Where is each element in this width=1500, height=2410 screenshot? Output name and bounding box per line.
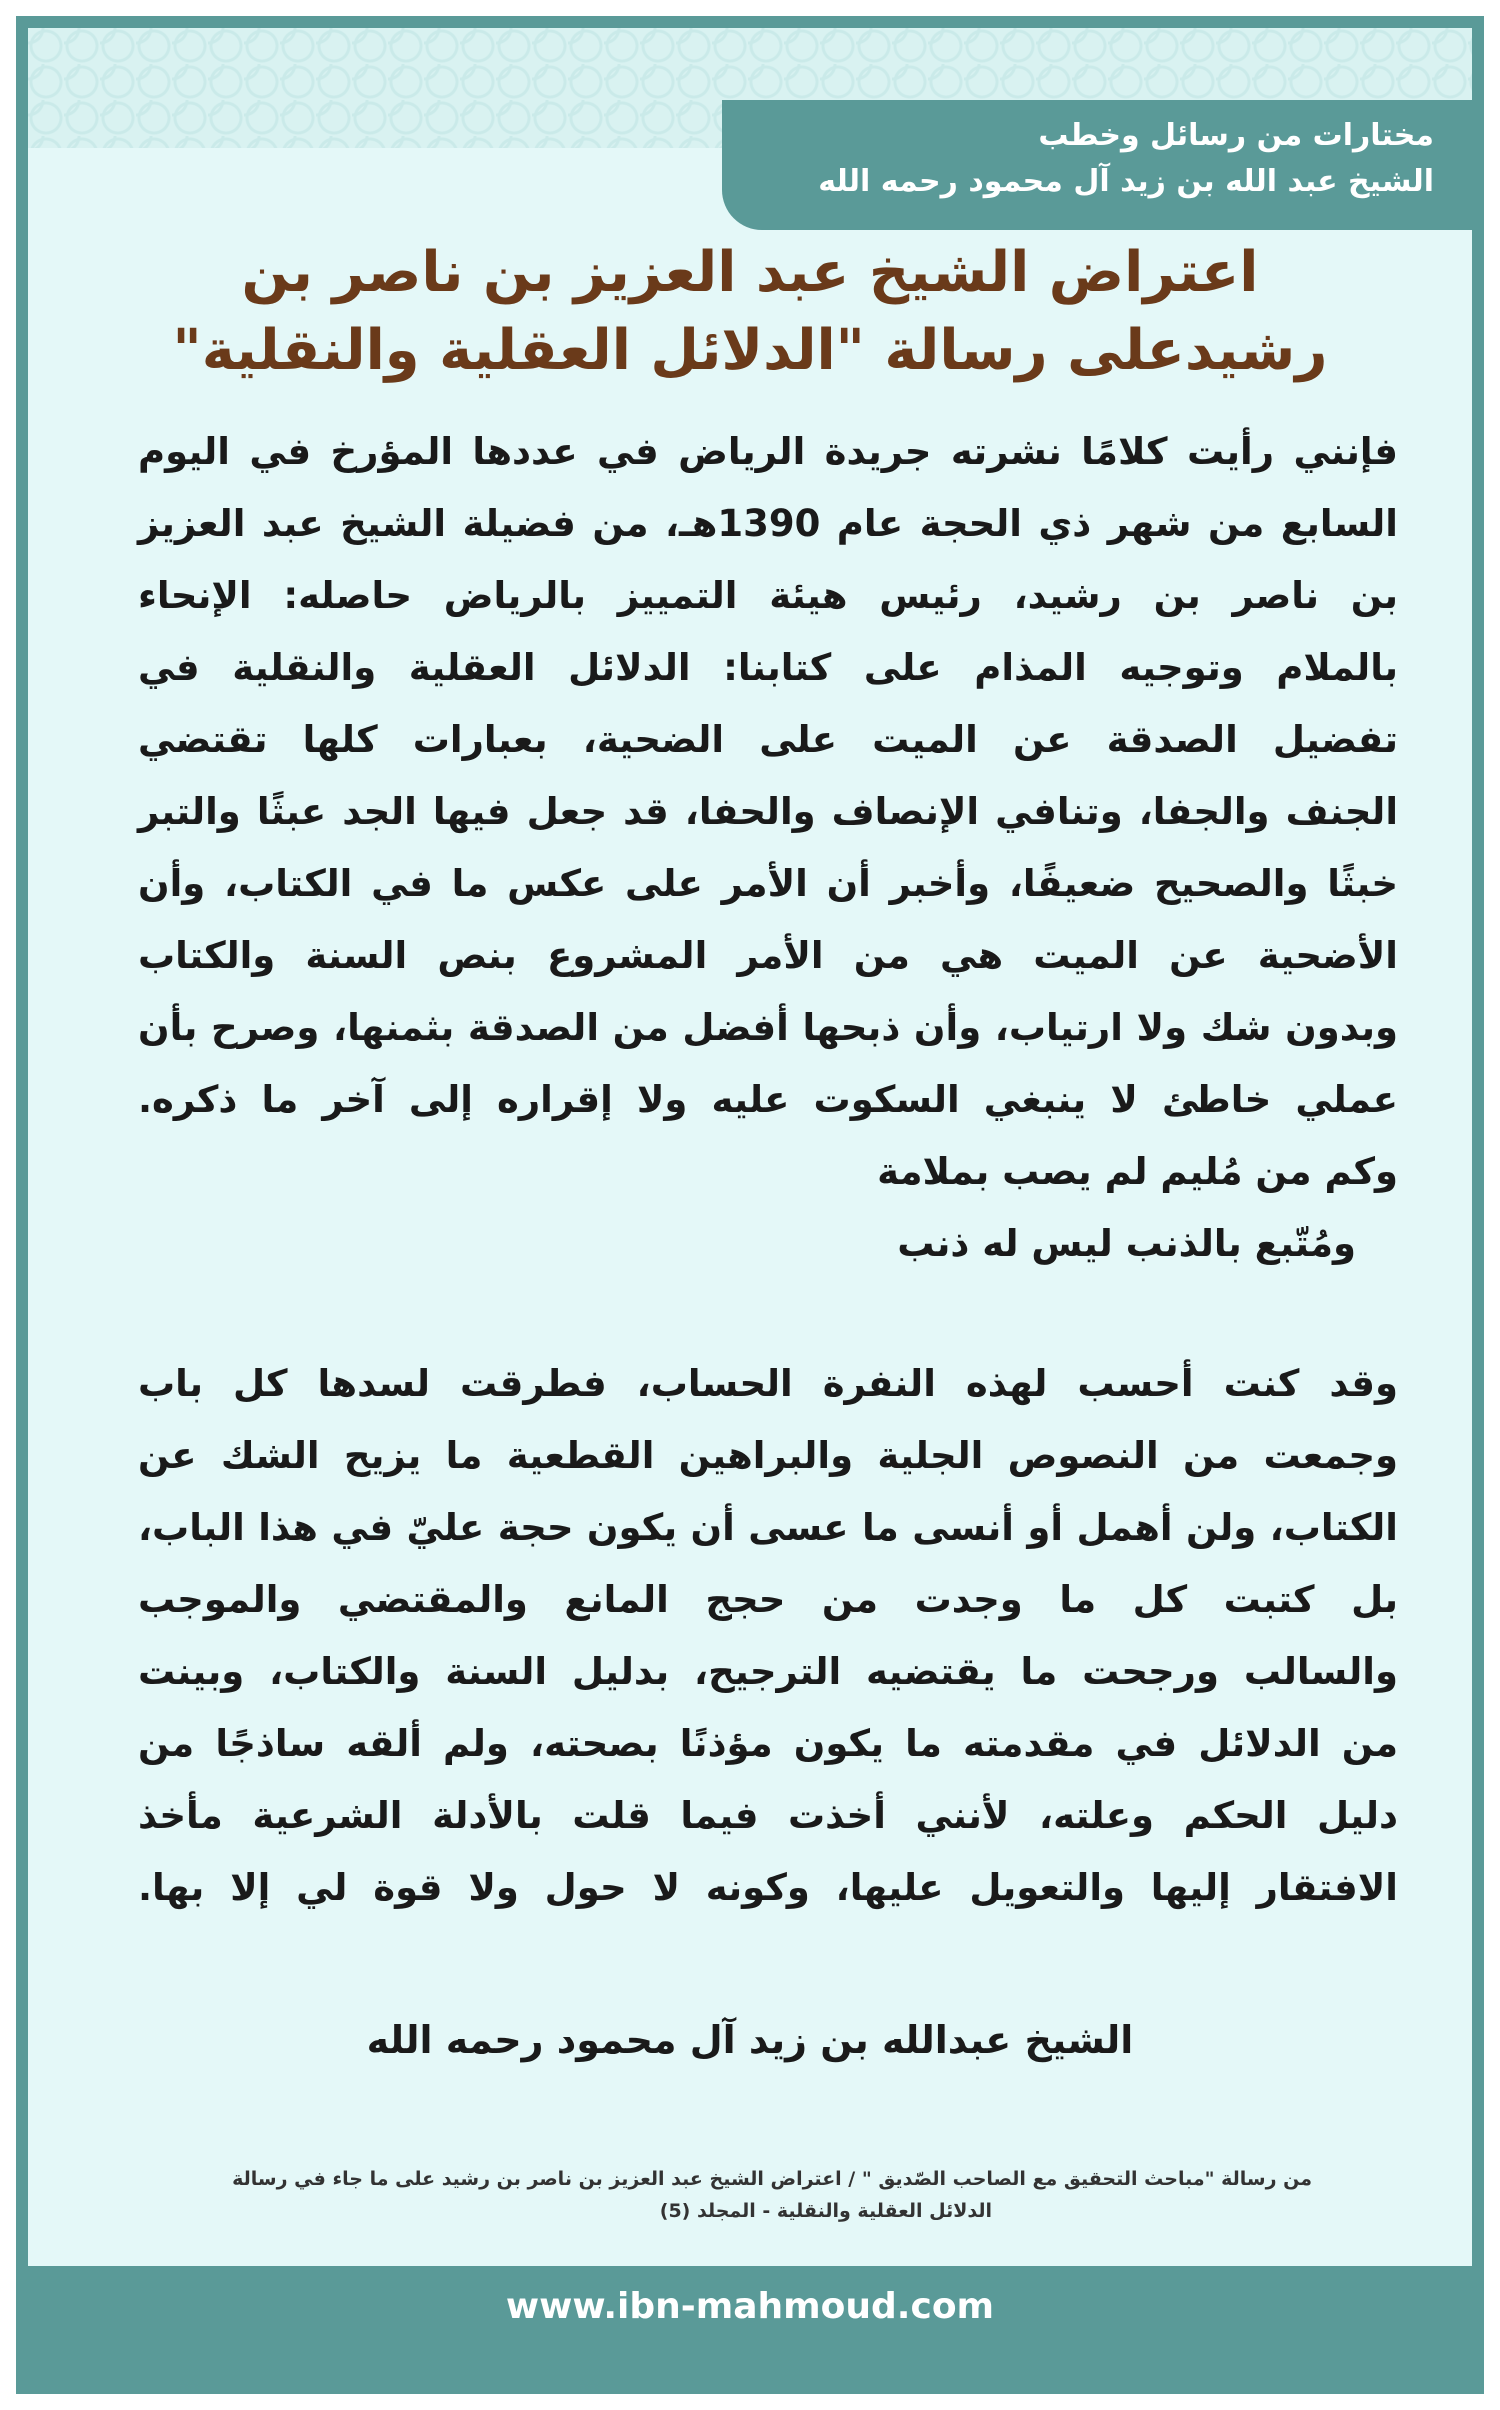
page-frame <box>16 16 1484 2394</box>
signature: الشيخ عبدالله بن زيد آل محمود رحمه الله <box>366 2018 1134 2062</box>
text-line: الافتقار إليها والتعويل عليها، وكونه لا حول ولا قوة لي إلا بها. <box>138 1866 1398 1909</box>
text-line: الجنف والجفا، وتنافي الإنصاف والحفا، قد جعل فيها الجد عبثًا والتبر <box>138 790 1398 833</box>
page-title-line-2: رشيدعلى رسالة "الدلائل العقلية والنقلية" <box>172 318 1328 383</box>
text-line: من الدلائل في مقدمته ما يكون مؤذنًا بصحته، ولم ألقه ساذجًا من <box>138 1722 1398 1765</box>
verse-line-2: ومُتّبع بالذنب ليس له ذنب <box>897 1222 1356 1265</box>
header-author: الشيخ عبد الله بن زيد آل محمود رحمه الله <box>818 164 1434 199</box>
text-line: بن ناصر بن رشيد، رئيس هيئة التمييز بالرياض حاصله: الإنحاء <box>138 574 1398 617</box>
footnote-line-2: الدلائل العقلية والنقلية - المجلد (5) <box>659 2200 992 2222</box>
text-line: وجمعت من النصوص الجلية والبراهين القطعية ما يزيح الشك عن <box>138 1434 1398 1477</box>
text-line: وبدون شك ولا ارتياب، وأن ذبحها أفضل من الصدقة بثمنها، وصرح بأن <box>138 1006 1398 1049</box>
header-banner <box>722 100 1472 230</box>
text-line: دليل الحكم وعلته، لأنني أخذت فيما قلت بالأدلة الشرعية مأخذ <box>138 1794 1398 1837</box>
text-line: والسالب ورجحت ما يقتضيه الترجيح، بدليل السنة والكتاب، وبينت <box>138 1650 1398 1693</box>
footnote-line-1: من رسالة "مباحث التحقيق مع الصاحب الصّديق " / اعتراض الشيخ عبد العزيز بن ناصر بن رشيد على ما جاء في رسالة <box>232 2168 1312 2190</box>
verse-line-1: وكم من مُليم لم يصب بملامة <box>877 1150 1398 1193</box>
text-line: وقد كنت أحسب لهذه النفرة الحساب، فطرقت لسدها كل باب <box>138 1362 1398 1405</box>
content-panel <box>28 28 1472 2266</box>
text-line: السابع من شهر ذي الحجة عام 1390هـ، من فضيلة الشيخ عبد العزيز <box>138 502 1398 545</box>
text-line: بالملام وتوجيه المذام على كتابنا: الدلائل العقلية والنقلية في <box>138 646 1398 689</box>
text-line: الكتاب، ولن أهمل أو أنسى ما عسى أن يكون حجة عليّ في هذا الباب، <box>138 1506 1398 1549</box>
text-line: فإنني رأيت كلامًا نشرته جريدة الرياض في عددها المؤرخ في اليوم <box>138 430 1398 473</box>
website-link[interactable]: www.ibn-mahmoud.com <box>505 2286 995 2327</box>
text-line: خبثًا والصحيح ضعيفًا، وأخبر أن الأمر على عكس ما في الكتاب، وأن <box>138 862 1398 905</box>
page-title-line-1: اعتراض الشيخ عبد العزيز بن ناصر بن <box>241 240 1259 305</box>
text-line: بل كتبت كل ما وجدت من حجج المانع والمقتضي والموجب <box>138 1578 1398 1621</box>
text-line: الأضحية عن الميت هي من الأمر المشروع بنص السنة والكتاب <box>138 934 1398 977</box>
text-line: تفضيل الصدقة عن الميت على الضحية، بعبارات كلها تقتضي <box>138 718 1398 761</box>
header-subtitle: مختارات من رسائل وخطب <box>1038 118 1434 153</box>
text-line: عملي خاطئ لا ينبغي السكوت عليه ولا إقراره إلى آخر ما ذكره. <box>138 1078 1398 1121</box>
